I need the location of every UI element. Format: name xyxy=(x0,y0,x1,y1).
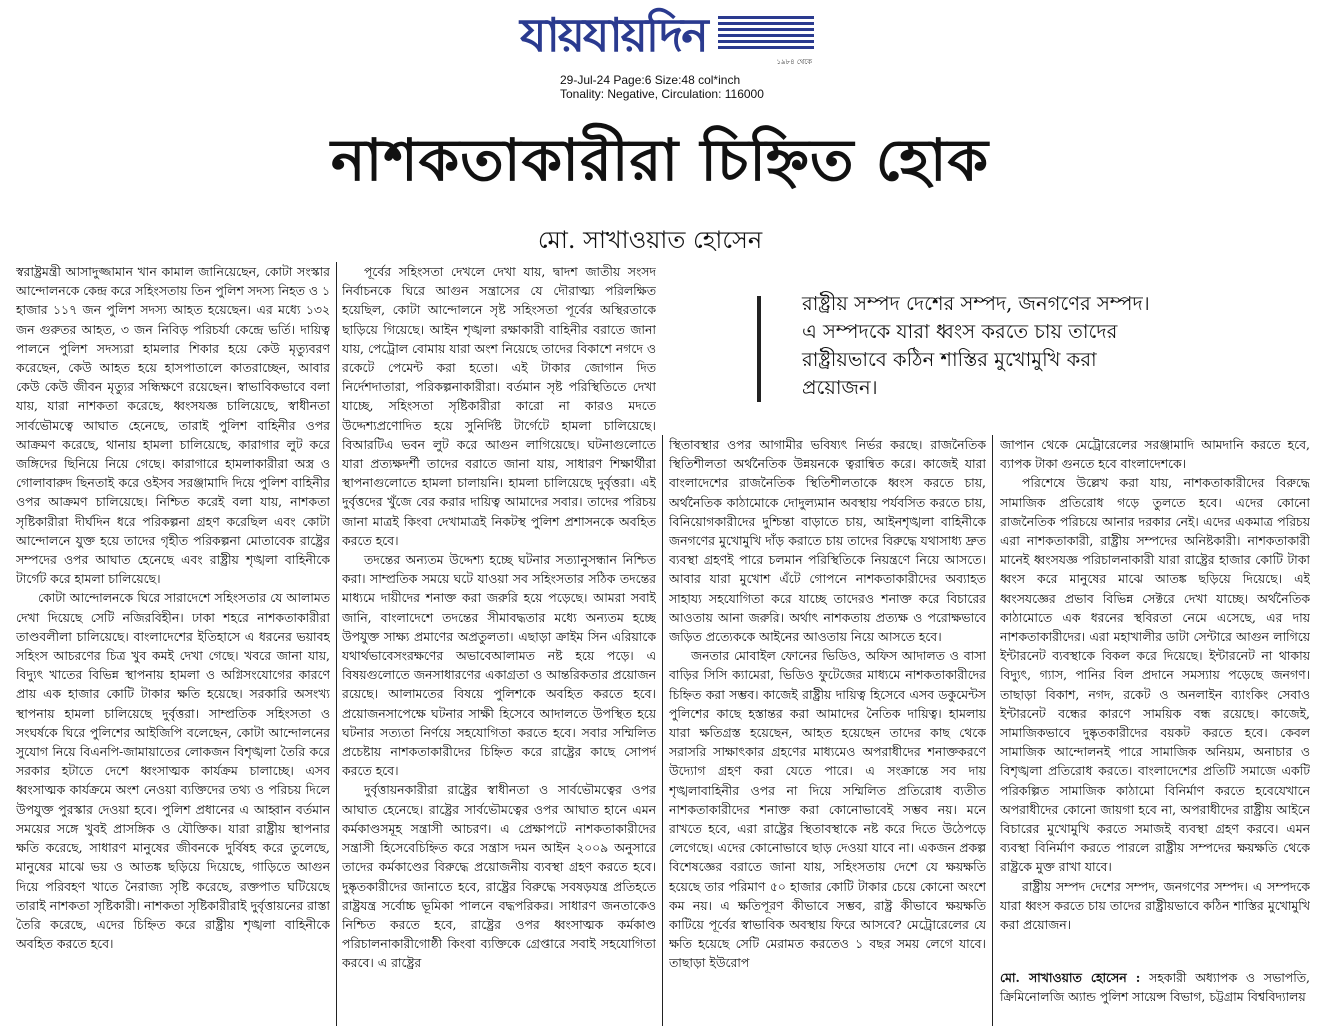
newspaper-logo xyxy=(520,6,816,68)
paragraph: পূর্বের সহিংসতা দেখলে দেখা যায়, দ্বাদশ জাতীয় সংসদ নির্বাচনকে ঘিরে আগুন সন্ত্রাসের যে দৌরাত্ম্য পরিলক্ষিত হয়েছিল, কোটা আন্দোলনে সৃষ্ট সহিংসতা পূর্বের অস্থিরতাকে ছাড়িয়ে গিয়েছে। আইন শৃঙ্খলা রক্ষাকারী বাহিনীর বরাতে জানা যায়, পেট্রোল বোমায় যারা অংশ নিয়েছে তাদের বিকাশে নগদে ও রকেটে পেমেন্ট করা হতো। এই টাকার জোগান দিত নির্দেশদাতারা, পরিকল্পনাকারীরা। বর্তমান সৃষ্ট পরিস্থিতিতে দেখা যাচ্ছে, সহিংসতা সৃষ্টিকারীরা কারো না কারও মদতে উদ্দেশ্যপ্রণোদিত হয়ে সুনির্দিষ্ট টার্গেটে হামলা চালিয়েছে। বিআরটিএ ভবন লুট করে আগুন লাগিয়েছে। ঘটনাগুলোতে যারা প্রত্যক্ষদর্শী তাদের বরাতে জানা যায়, সাধারণ শিক্ষার্থীরা স্থাপনাগুলোতে হামলা চালায়নি। হামলা চালিয়েছে দুর্বৃত্তরা। এই দুর্বৃত্তদের খুঁজে বের করার দায়িত্ব আমাদের সবার। তাদের পরিচয় জানা মাত্রই কিংবা দেখামাত্রই নিকটস্থ পুলিশ প্রশাসনকে অবহিত করতে হবে। xyxy=(342,264,656,548)
logo-tagline: ১৯৮৪ থেকে xyxy=(776,58,812,66)
article-column-1 xyxy=(16,262,330,1026)
column-divider xyxy=(992,435,993,1026)
article-column-3 xyxy=(669,435,986,1026)
pull-quote-bar xyxy=(757,296,761,402)
author-bio xyxy=(1000,968,1310,1006)
logo-wordmark: যায়যায়দিন xyxy=(520,8,707,62)
paragraph: পরিশেষে উল্লেখ করা যায়, নাশকতাকারীদের বিরুদ্ধে সামাজিক প্রতিরোধ গড়ে তুলতে হবে। এদের কোনো রাজনৈতিক পরিচয়ে আনার দরকার নেই। এদের একমাত্র পরিচয় এরা নাশকতাকারী, রাষ্ট্রীয় সম্পদের অনিষ্টকারী। নাশকতাকারী মানেই ধ্বংসযজ্ঞ পরিচালনাকারী যারা রাষ্ট্রের হাজার কোটি টাকা ধ্বংস করে মানুষের মাঝে আতঙ্ক ছড়িয়ে দিয়েছে। এই ধ্বংসযজ্ঞের প্রভাব বিভিন্ন সেক্টরে দেখা যাচ্ছে। অর্থনৈতিক কাঠামোতে এক ধরনের স্থবিরতা নেমে এসেছে, এর দায় নাশকতাকারীদের। এরা মহাখালীর ডাটা সেন্টারে আগুন লাগিয়ে ইন্টারনেট ব্যবস্থাকে বিকল করে দিয়েছে। ইন্টারনেট না থাকায় বিদ্যুৎ, গ্যাস, পানির বিল প্রদানে সমস্যায় পড়েছে জনগণ। তাছাড়া বিকাশ, নগদ, রকেট ও অনলাইন ব্যাংকিং সেবাও ইন্টারনেট বন্ধের কারণে সাময়িক বন্ধ রয়েছে। কাজেই, সামাজিকভাবে দুষ্কৃতকারীদের বয়কট করতে হবে। কেবল সামাজিক আন্দোলনই পারে সামাজিক অনিয়ম, অনাচার ও বিশৃঙ্খলা প্রতিরোধ করতে। বাংলাদেশের প্রতিটি সমাজে একটি পরিকল্পিত সামাজিক কাঠামো বিনির্মাণ করতে হবেযেখানে অপরাধীদের কোনো জায়গা হবে না, অপরাধীদের রাষ্ট্রীয় আইনে বিচারের মুখোমুখি করতে সমাজই ব্যবস্থা গ্রহণ করবে। এমন ব্যবস্থা বিনির্মাণ করতে পারলে রাষ্ট্রীয় সম্পদের ক্ষয়ক্ষতি থেকে রাষ্ট্রকে মুক্ত রাখা যাবে। xyxy=(1000,475,1310,875)
paragraph: জনতার মোবাইল ফোনের ভিডিও, অফিস আদালত ও বাসা বাড়ির সিসি ক্যামেরা, ভিডিও ফুটেজের মাধ্যমে নাশকতাকারীদের চিহ্নিত করা সম্ভব। কাজেই রাষ্ট্রীয় দায়িত্ব হিসেবে এসব ডকুমেন্টস পুলিশের কাছে হস্তান্তর করা আমাদের নৈতিক দায়িত্ব। হামলায় যারা ক্ষতিগ্রস্ত হয়েছেন, আহত হয়েছেন তাদের কাছ থেকে সরাসরি সাক্ষাৎকার গ্রহণের মাধ্যমেও অপরাধীদের শনাক্তকরণে উদ্যোগ গ্রহণ করা যেতে পারে। এ সংক্রান্তে সব দায় শৃঙ্খলাবাহিনীর ওপর না দিয়ে সম্মিলিত প্রতিরোধ ব্যতীত নাশকতাকারীদের শনাক্ত করা কোনোভাবেই সম্ভব নয়। মনে রাখতে হবে, এরা রাষ্ট্রের স্থিতাবস্থাকে নষ্ট করে দিতে উঠেপড়ে লেগেছে। এদের কোনোভাবে ছাড় দেওয়া যাবে না। একজন প্রকল্প বিশেষজ্ঞের বরাতে জানা যায়, সহিংসতায় দেশে যে ক্ষয়ক্ষতি হয়েছে তার পরিমাণ ৫০ হাজার কোটি টাকার চেয়ে কোনো অংশে কম নয়। এ ক্ষতিপূরণ কীভাবে সম্ভব, রাষ্ট্র কীভাবে ক্ষয়ক্ষতি কাটিয়ে পূর্বের স্বাভাবিক অবস্থায় ফিরে আসবে? মেট্রোরেলের যে ক্ষতি হয়েছে সেটি মেরামত করতেও ১ বছর সময় লেগে যাবে। তাছাড়া ইউরোপ xyxy=(669,648,986,971)
article-column-4 xyxy=(1000,435,1310,975)
column-divider xyxy=(662,435,663,1026)
paragraph: স্বরাষ্ট্রমন্ত্রী আসাদুজ্জামান খান কামাল জানিয়েছেন, কোটা সংস্কার আন্দোলনকে কেন্দ্র করে সহিংসতায় তিন পুলিশ সদস্য নিহত ও ১ হাজার ১১৭ জন পুলিশ সদস্য আহত হয়েছেন। এর মধ্যে ১৩২ জন গুরুতর আহত, ৩ জন নিবিড় পরিচর্যা কেন্দ্রে ভর্তি। দায়িত্ব পালনে পুলিশ সদস্যরা হামলার শিকার হয়ে কেউ মৃত্যুবরণ করেছেন, কেউ আহত হয়ে হাসপাতালে কাতরাচ্ছেন, আবার কেউ কেউ জীবন মৃত্যুর সন্ধিক্ষণে রয়েছেন। স্বাভাবিকভাবে বলা যায়, যারা নাশকতা করেছে, ধ্বংসযজ্ঞ চালিয়েছে, স্বাধীনতা সার্বভৌমত্বে আঘাত হেনেছে, তারাই পুলিশ বাহিনীর ওপর আক্রমণ করেছে, থানায় হামলা চালিয়েছে, কারাগার লুট করে জঙ্গিদের ছিনিয়ে নিয়ে গেছে। কারাগারে হামলাকারীরা অস্ত্র ও গোলাবারুদ ছিনতাই করে ওইসব সরঞ্জামাদি দিয়ে পুলিশ বাহিনীর ওপর আক্রমণ চালিয়েছে। নিশ্চিত করেই বলা যায়, নাশকতা সৃষ্টিকারীরা দীর্ঘদিন ধরে পরিকল্পনা গ্রহণ করেছিল এবং কোটা আন্দোলনে যুক্ত হয়ে তাদের গৃহীত পরিকল্পনা মোতাবেক রাষ্ট্রের সম্পদের ওপর আঘাত হেনেছে এবং রাষ্ট্রীয় শৃঙ্খলা বাহিনীকে টার্গেট করে হামলা চালিয়েছে। xyxy=(16,264,330,587)
logo-stripes xyxy=(718,16,814,54)
paragraph: তদন্তের অন্যতম উদ্দেশ্য হচ্ছে ঘটনার সত্যানুসন্ধান নিশ্চিত করা। সাম্প্রতিক সময়ে ঘটে যাওয়া সব সহিংসতার সঠিক তদন্তের মাধ্যমে দায়ীদের শনাক্ত করা জরুরি হয়ে পড়েছে। আমরা সবাই জানি, বাংলাদেশে তদন্তের সীমাবদ্ধতার মধ্যে অন্যতম হচ্ছে উপযুক্ত সাক্ষ্য প্রমাণের অপ্রতুলতা। এছাড়া ক্রাইম সিন এরিয়াকে যথার্থভাবেসংরক্ষণের অভাবেআলামত নষ্ট হয়ে পড়ে। এ বিষয়গুলোতে জনসাধারণের একাগ্রতা ও আন্তরিকতার প্রয়োজন রয়েছে। আলামতের বিষয়ে পুলিশকে অবহিত করতে হবে। প্রয়োজনসাপেক্ষে ঘটনার সাক্ষী হিসেবে আদালতে উপস্থিত হয়ে ঘটনার সত্যতা নির্ণয়ে সহযোগিতা করতে হবে। সবার সম্মিলিত প্রচেষ্টায় নাশকতাকারীদের চিহ্নিত করে রাষ্ট্রের কাছে সোপর্দ করতে হবে। xyxy=(342,552,656,779)
paragraph: দুর্বৃত্তায়নকারীরা রাষ্ট্রের স্বাধীনতা ও সার্বভৌমত্বের ওপর আঘাত হেনেছে। রাষ্ট্রের সার্বভৌমত্বের ওপর আঘাত হানে এমন কর্মকাণ্ডসমূহ সন্ত্রাসী আচরণ। এ প্রেক্ষাপটে নাশকতাকারীদের সন্ত্রাসী হিসেবেচিহ্নিত করে সন্ত্রাস দমন আইন ২০০৯ অনুসারে তাদের কর্মকাণ্ডের বিরুদ্ধে প্রয়োজনীয় ব্যবস্থা গ্রহণ করতে হবে। দুষ্কৃতকারীদের জানাতে হবে, রাষ্ট্রের বিরুদ্ধে সবষড়যন্ত্র প্রতিহতে রাষ্ট্রযন্ত্র সর্বোচ্চ ভূমিকা পালনে বদ্ধপরিকর। সাধারণ জনতাকেও নিশ্চিত করতে হবে, রাষ্ট্রের ওপর ধ্বংসাত্মক কর্মকাণ্ড পরিচালনাকারীগোষ্ঠী কিংবা ব্যক্তিকে গ্রেপ্তারে সবাই সহযোগিতা করবে। এ রাষ্ট্রের xyxy=(342,782,656,971)
paragraph: জাপান থেকে মেট্রোরেলের সরঞ্জামাদি আমদানি করতে হবে, ব্যাপক টাকা গুনতে হবে বাংলাদেশকে। xyxy=(1000,437,1310,472)
article-byline: মো. সাখাওয়াত হোসেন xyxy=(537,226,763,254)
paragraph: কোটা আন্দোলনকে ঘিরে সারাদেশে সহিংসতার যে আলামত দেখা দিয়েছে সেটি নজিরবিহীন। ঢাকা শহরে নাশকতাকারীরা তাণ্ডবলীলা চালিয়েছে। বাংলাদেশের ইতিহাসে এ ধরনের ভয়াবহ সহিংস আচরণের চিত্র খুব কমই দেখা গেছে। খবরে জানা যায়, বিদ্যুৎ খাতের বিভিন্ন স্থাপনায় হামলা ও অগ্নিসংযোগের কারণে প্রায় এক হাজার কোটি টাকার ক্ষতি হয়েছে। সরকারি অসংখ্য স্থাপনায় হামলা চালিয়েছে দুর্বৃত্তরা। সাম্প্রতিক সহিংসতা ও সংঘর্ষকে ঘিরে পুলিশের আইজিপি বলেছেন, কোটা আন্দোলনের সুযোগ নিয়ে বিএনপি-জামায়াতের লোকজন বিশৃঙ্খলা তৈরি করে সরকার হটাতে দেশে ধ্বংসাত্মক কার্যক্রম চালাচ্ছে। এসব ধ্বংসাত্মক কার্যক্রমে অংশ নেওয়া ব্যক্তিদের তথ্য ও পরিচয় দিলে উপযুক্ত পুরস্কার দেওয়া হবে। পুলিশ প্রধানের এ আহ্বান বর্তমান সময়ের সঙ্গে খুবই প্রাসঙ্গিক ও যৌক্তিক। যারা রাষ্ট্রীয় স্থাপনার ক্ষতি করেছে, সাধারণ মানুষের জীবনকে দুর্বিষহ করে তুলেছে, মানুষের মাঝে ভয় ও আতঙ্ক ছড়িয়ে দিয়েছে, গাড়িতে আগুন দিয়ে পরিবহণ খাতে নৈরাজ্য সৃষ্টি করেছে, রক্তপাত ঘটিয়েছে তারাই নাশকতা সৃষ্টিকারী। নাশকতা সৃষ্টিকারীরাই দুর্বৃত্তায়নের রাস্তা তৈরি করেছে, এদের চিহ্নিত করে রাষ্ট্রীয় শৃঙ্খলা বাহিনীকে অবহিত করতে হবে। xyxy=(16,590,330,952)
column-divider xyxy=(336,262,337,1026)
pull-quote: রাষ্ট্রীয় সম্পদ দেশের সম্পদ, জনগণের সম্পদ। এ সম্পদকে যারা ধ্বংস করতে চায় তাদের রাষ্ট্রীয়ভাবে কঠিন শাস্তির মুখোমুখি করা প্রয়োজন। xyxy=(802,292,1150,399)
clip-meta-line1: 29-Jul-24 Page:6 Size:48 col*inch xyxy=(560,73,741,87)
paragraph: রাষ্ট্রীয় সম্পদ দেশের সম্পদ, জনগণের সম্পদ। এ সম্পদকে যারা ধ্বংস করতে চায় তাদের রাষ্ট্রীয়ভাবে কঠিন শাস্তির মুখোমুখি করা প্রয়োজন। xyxy=(1000,878,1310,933)
author-name: মো. সাখাওয়াত হোসেন : xyxy=(1000,970,1141,985)
article-headline: নাশকতাকারীরা চিহ্নিত হোক xyxy=(330,126,990,194)
clip-meta-line2: Tonality: Negative, Circulation: 116000 xyxy=(560,87,764,101)
article-column-2 xyxy=(342,262,656,1026)
author-description: সহকারী অধ্যাপক ও সভাপতি, ক্রিমিনোলজি অ্যান্ড পুলিশ সায়েন্স বিভাগ, চট্টগ্রাম বিশ্ববিদ্যালয় xyxy=(1000,970,1310,1005)
paragraph: স্থিতাবস্থার ওপর আগামীর ভবিষ্যৎ নির্ভর করছে। রাজনৈতিক স্থিতিশীলতা অর্থনৈতিক উন্নয়নকে ত্বরান্বিত করে। কাজেই যারা বাংলাদেশের রাজনৈতিক স্থিতিশীলতাকে ধ্বংস করতে চায়, অর্থনৈতিক কাঠামোকে দোদুল্যমান অবস্থায় পর্যবসিত করতে চায়, বিনিয়োগকারীদের দুশ্চিন্তা বাড়াতে চায়, আইনশৃঙ্খলা বাহিনীকে জনগণের মুখোমুখি দাঁড় করাতে চায় তাদের বিরুদ্ধে যথাসাধ্য দ্রুত ব্যবস্থা গ্রহণই পারে চলমান পরিস্থিতিকে নিয়ন্ত্রণে নিয়ে আসতে। আবার যারা মুখোশ এঁটে গোপনে নাশকতাকারীদের অব্যাহত সাহায্য সহযোগিতা করে যাচ্ছে তাদেরও শনাক্ত করে বিচারের আওতায় আনা জরুরি। অর্থাৎ নাশকতায় প্রত্যক্ষ ও পরোক্ষভাবে জড়িত প্রত্যেককে আইনের আওতায় নিয়ে আসতে হবে। xyxy=(669,437,986,645)
